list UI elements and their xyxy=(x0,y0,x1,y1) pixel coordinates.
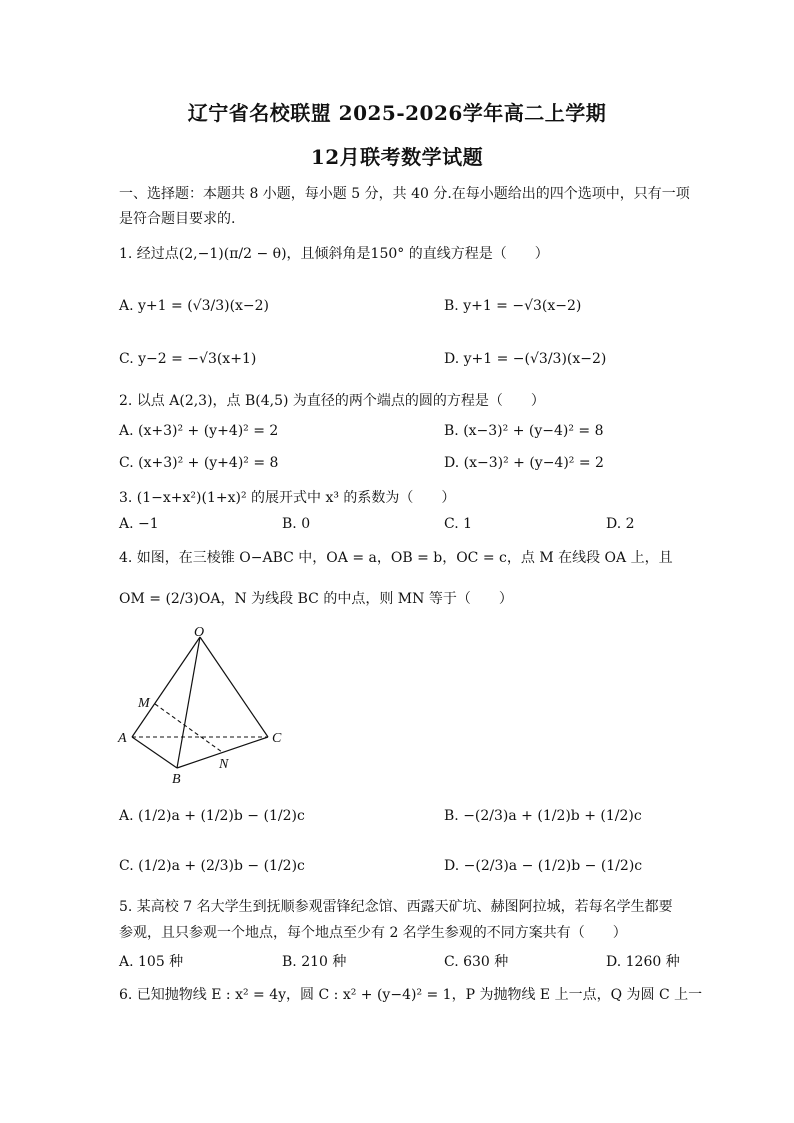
segment-mn xyxy=(155,704,222,752)
question-4-option-d: D. −(2/3)a − (1/2)b − (1/2)c xyxy=(444,858,643,874)
question-1-stem: 1. 经过点(2,−1)(π/2 − θ)，且倾斜角是150° 的直线方程是（ ） xyxy=(119,246,549,262)
question-3-option-a: A. −1 xyxy=(119,516,159,532)
question-3-stem: 3. (1−x+x²)(1+x)² 的展开式中 x³ 的系数为（ ） xyxy=(119,490,456,506)
question-5-stem-line2: 参观，且只参观一个地点，每个地点至少有 2 名学生参观的不同方案共有（ ） xyxy=(119,925,627,941)
question-2-option-a: A. (x+3)² + (y+4)² = 2 xyxy=(119,423,279,439)
label-m: M xyxy=(138,696,150,711)
section-heading-line2: 是符合题目要求的. xyxy=(119,211,236,227)
question-3-option-c: C. 1 xyxy=(444,516,473,532)
tetrahedron-figure xyxy=(110,622,300,790)
question-2-option-c: C. (x+3)² + (y+4)² = 8 xyxy=(119,455,279,471)
question-4-stem-line2: OM = (2/3)OA，N 为线段 BC 的中点，则 MN 等于（ ） xyxy=(119,591,513,607)
page-subtitle: 12月联考数学试题 xyxy=(310,145,484,169)
edge-oc xyxy=(200,637,268,737)
question-4-option-a: A. (1/2)a + (1/2)b − (1/2)c xyxy=(119,808,305,824)
question-1-option-c: C. y−2 = −√3(x+1) xyxy=(119,351,257,367)
question-5-option-a: A. 105 种 xyxy=(119,954,184,970)
edge-ab xyxy=(132,737,177,768)
question-3-option-d: D. 2 xyxy=(606,516,635,532)
question-3-option-b: B. 0 xyxy=(282,516,311,532)
label-b: B xyxy=(172,772,181,787)
question-5-stem-line1: 5. 某高校 7 名大学生到抚顺参观雷锋纪念馆、西露天矿坑、赫图阿拉城，若每名学生都要 xyxy=(119,899,673,915)
label-o: O xyxy=(194,625,205,640)
page-title: 辽宁省名校联盟 2025-2026学年高二上学期 xyxy=(187,101,607,125)
question-1-option-b: B. y+1 = −√3(x−2) xyxy=(444,298,582,314)
label-n: N xyxy=(219,757,229,772)
label-a: A xyxy=(118,731,127,746)
question-4-stem-line1: 4. 如图，在三棱锥 O−ABC 中，OA = a，OB = b，OC = c，点 M 在线段 OA 上，且 xyxy=(119,550,673,566)
question-1-option-d: D. y+1 = −(√3/3)(x−2) xyxy=(444,351,607,367)
question-1-option-a: A. y+1 = (√3/3)(x−2) xyxy=(119,298,270,314)
question-5-option-b: B. 210 种 xyxy=(282,954,347,970)
question-5-option-d: D. 1260 种 xyxy=(606,954,680,970)
edge-ob xyxy=(177,637,200,768)
label-c: C xyxy=(272,731,282,746)
question-4-option-b: B. −(2/3)a + (1/2)b + (1/2)c xyxy=(444,808,642,824)
question-4-option-c: C. (1/2)a + (2/3)b − (1/2)c xyxy=(119,858,305,874)
question-2-option-b: B. (x−3)² + (y−4)² = 8 xyxy=(444,423,604,439)
section-heading-line1: 一、选择题：本题共 8 小题，每小题 5 分，共 40 分.在每小题给出的四个选项中，只有一项 xyxy=(119,186,690,202)
edge-oa xyxy=(132,637,200,737)
question-5-option-c: C. 630 种 xyxy=(444,954,509,970)
question-2-option-d: D. (x−3)² + (y−4)² = 2 xyxy=(444,455,604,471)
question-6-stem: 6. 已知抛物线 E : x² = 4y，圆 C : x² + (y−4)² = 1，P 为抛物线 E 上一点，Q 为圆 C 上一 xyxy=(119,987,703,1003)
question-2-stem: 2. 以点 A(2,3)，点 B(4,5) 为直径的两个端点的圆的方程是（ ） xyxy=(119,393,545,409)
